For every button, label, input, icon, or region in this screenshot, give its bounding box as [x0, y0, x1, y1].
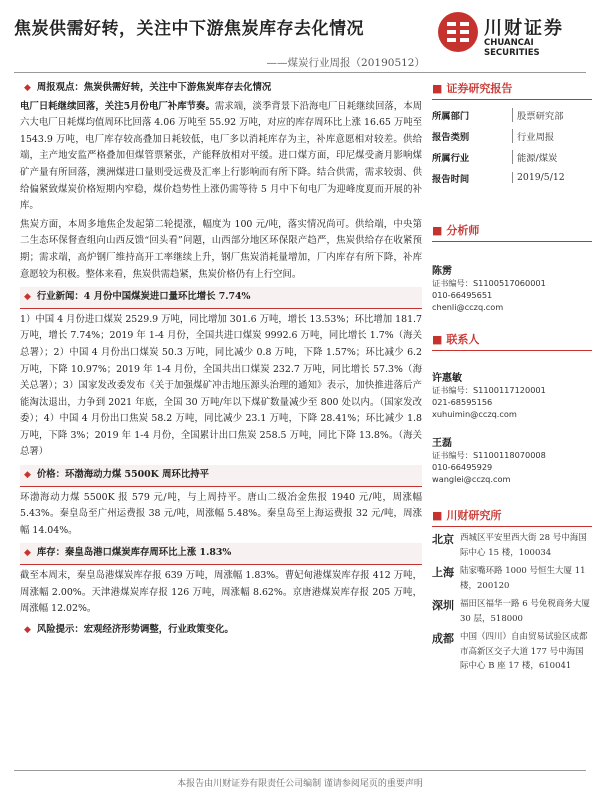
stock-heading: ◆ 库存：秦皇岛港口煤炭库存周环比上涨 1.83% [20, 543, 422, 565]
logo-badge-icon [438, 12, 478, 52]
report-info-row: 报告类别 行业周报 [432, 125, 592, 146]
report-info-heading: ■ 证券研究报告 [432, 80, 592, 100]
report-info-table [432, 104, 592, 188]
square-bullet-icon: ■ [432, 223, 443, 237]
page-footer: 本报告由川财证券有限责任公司编制 谨请参阅尾页的重要声明 [177, 779, 423, 789]
contact-phone: 010-66495929 [432, 462, 493, 472]
footer-divider [14, 770, 586, 771]
diamond-bullet-icon: ◆ [24, 83, 31, 93]
report-info-row: 所属行业 能源/煤炭 [432, 146, 592, 167]
address-row: 北京 西城区平安里西大街 28 号中海国际中心 15 楼，100034 [432, 533, 587, 558]
square-bullet-icon: ■ [432, 332, 443, 346]
report-title: 焦炭供需好转，关注中下游焦炭库存去化情况 [14, 19, 364, 39]
price-heading: ◆ 价格：环渤海动力煤 5500K 周环比持平 [20, 465, 422, 487]
address-row: 深圳 福田区福华一路 6 号免税商务大厦 30 层，518000 [432, 599, 590, 624]
analyst-cert: 证书编号：S1100517060001 [432, 278, 546, 288]
paragraph-news: 1）中国 4 月份进口煤炭 2529.9 万吨，同比增加 301.6 万吨，增长 13.53%；环比增加 181.7 万吨，增长 7.74%；2019 年 1-4 月份，全国共进口煤炭 9992.6 万吨，同比增长 1.7%（海关总署）；2）中国 4 月份出口煤炭 50.3 万吨，同比减少 0.8 万吨，下降 1.57%；环比减少 6.2 万吨，下降 10.97%；2019 年 1-4 月份，全国共出口煤炭 232.7 万吨，同比增长 57.3%（海关总署）；3）国家发改委发布《关于加强煤矿冲击地压源头治理的通知》表示，加快推进落后产能淘汰退出，力争到 2021 年底，全国 30 万吨/年以下煤矿数量减少至 800 处以内。（国家发改委）；4）中国 4 月份出口焦炭 58.2 万吨，同比减少 23.1 万吨，下降 28.41%；环比减少 1.8 万吨，下降 3%；2019 年 1-4 月份，全国累计出口焦炭 258.5 万吨，同比下降 13.8%。（海关总署） [20, 313, 422, 458]
news-heading: ◆ 行业新闻：4 月份中国煤炭进口量环比增长 7.74% [20, 287, 422, 309]
contact-card [432, 369, 592, 420]
paragraph-coke: 焦炭方面，本周多地焦企发起第二轮提涨，幅度为 100 元/吨，落实情况尚可。供给端，中央第二生态环保督查组向山西反馈“回头看”问题，山西部分地区环保限产趋严，焦炭供给存在收紧预期；需求端，高炉钢厂维持高开工率继续上升，钢厂焦炭消耗量增加，厂内库存有所下降，补库意愿较为积极。整体来看，焦炭供需趋紧，焦炭价格仍有上行空间。 [20, 218, 422, 280]
address-row: 成都 中国（四川）自由贸易试验区成都市高新区交子大道 177 号中海国际中心 B 座 17 楼，610041 [432, 632, 588, 671]
contact-name: 王磊 [432, 438, 452, 449]
diamond-bullet-icon: ◆ [24, 292, 31, 303]
diamond-bullet-icon: ◆ [24, 624, 31, 635]
square-bullet-icon: ■ [432, 81, 443, 95]
header-divider [14, 72, 586, 73]
diamond-bullet-icon: ◆ [24, 470, 31, 481]
report-info-row: 报告时间 2019/5/12 [432, 172, 565, 185]
paragraph-power-plant: 电厂日耗继续回落，关注5月份电厂补库节奏。需求端，淡季背景下沿海电厂日耗继续回落，本周六大电厂日耗煤均值周环比回落 4.06 万吨至 55.92 万吨，对应的库存周环比上涨 16.65 万吨至 1543.9 万吨，电厂库存较高叠加日耗较低，电厂多以消耗库存为主，补库意愿相对较差。供给端，主产地安监严格叠加但煤管票紧张，产能释放相对平缓。进口煤方面，印尼煤受斋月影响煤矿产量有所回落，澳洲煤进口量则受远费及汇率上行影响而有所下降。结合供需，需求较弱、供给偏紧致煤炭价格短期内窄稳，煤价趋势性上涨仍需等待 5 月中下旬电厂为迎峰度夏而开展的补库。 [20, 100, 422, 212]
contact-phone: 021-68595156 [432, 397, 493, 407]
risk-heading: ◆ 风险提示：宏观经济形势调整，行业政策变化。 [20, 622, 422, 639]
report-info-row: 所属部门 股票研究部 [432, 104, 592, 125]
contact-name: 许惠敏 [432, 373, 462, 384]
analyst-email[interactable]: chenli@cczq.com [432, 302, 504, 312]
diamond-bullet-icon: ◆ [24, 548, 31, 559]
contact-cert: 证书编号：S1100118070008 [432, 450, 546, 460]
paragraph-stock: 截至本周末，秦皇岛港煤炭库存报 639 万吨，周涨幅 1.83%。曹妃甸港煤炭库存报 412 万吨，周涨幅 2.00%。天津港煤炭库存报 126 万吨，周涨幅 8.62%。京唐港煤炭库存报 205 万吨，周涨幅 12.02%。 [20, 570, 422, 615]
paragraph-price: 环渤海动力煤 5500K 报 579 元/吨，与上周持平。唐山二级冶金焦报 1940 元/吨，周涨幅 5.43%。秦皇岛至广州运费报 38 元/吨，周涨幅 5.48%。秦皇岛至上海运费报 32 元/吨，周涨幅 14.04%。 [20, 491, 422, 536]
institute-heading: ■ 川财研究所 [432, 507, 592, 527]
analyst-phone: 010-66495651 [432, 290, 493, 300]
report-subtitle: ——煤炭行业周报（20190512） [266, 57, 425, 69]
square-bullet-icon: ■ [432, 508, 443, 522]
contact-cert: 证书编号：S1100117120001 [432, 385, 546, 395]
address-row: 上海 陆家嘴环路 1000 号恒生大厦 11 楼，200120 [432, 566, 586, 591]
analyst-card [432, 262, 592, 313]
contact-email[interactable]: xuhuimin@cczq.com [432, 409, 517, 419]
contact-email[interactable]: wanglei@cczq.com [432, 474, 511, 484]
logo-text-cn: 川财证券 [484, 18, 564, 39]
side-column [432, 80, 592, 674]
viewpoint-heading: ◆ 周报观点：焦炭供需好转，关注中下游焦炭库存去化情况 [20, 80, 422, 97]
contact-heading: ■ 联系人 [432, 331, 592, 351]
main-column [20, 80, 422, 638]
contact-card [432, 434, 592, 485]
company-logo [438, 10, 588, 58]
analyst-heading: ■ 分析师 [432, 222, 592, 242]
analyst-name: 陈雳 [432, 266, 452, 277]
logo-text-en: CHUANCAI SECURITIES [484, 38, 540, 58]
